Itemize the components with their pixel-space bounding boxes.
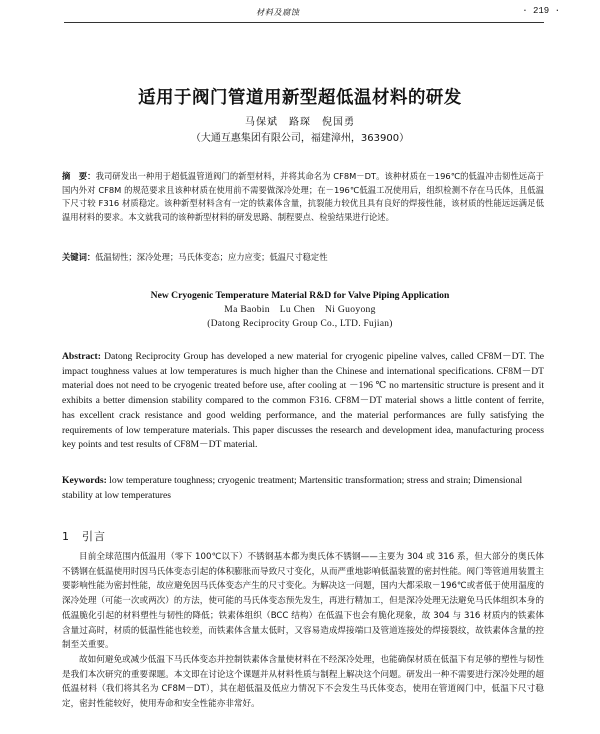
page-number: · 219 · bbox=[522, 6, 560, 16]
abstract-en-label: Abstract: bbox=[62, 351, 101, 362]
keywords-en bbox=[62, 474, 544, 503]
paper-title-cn: 适用于阀门管道用新型超低温材料的研发 bbox=[138, 88, 462, 108]
authors-cn: 马保斌 路琛 倪国勇 bbox=[245, 117, 355, 128]
journal-name: 材料及腐蚀 bbox=[256, 7, 300, 17]
running-header bbox=[0, 0, 600, 36]
introduction-body bbox=[62, 550, 544, 712]
abstract-cn-label: 摘 要： bbox=[62, 171, 96, 181]
abstract-cn-text: 我司研发出一种用于超低温管道阀门的新型材料，并将其命名为 CF8M－DT。该种材质在－196℃的低温冲击韧性远高于国内外对 CF8M 的规范要求且该种材质在使用前不需要做深冷处理；在－196℃低温工况使用后，组织检测不存在马氏体，且低温下尺寸较 F316 材质稳定。该种新型材料含有一定的铁素体含量，抗裂能力较优且具有良好的焊接性能，该材质的性能远远满足低温用材料的要求。本文就我司的该种新型材料的研发思路、制程要点、检验结果进行论述。 bbox=[62, 171, 544, 222]
keywords-en-label: Keywords: bbox=[62, 475, 107, 486]
affiliation-cn: （大通互惠集团有限公司，福建漳州，363900） bbox=[190, 133, 410, 144]
english-title-block bbox=[0, 289, 600, 331]
abstract-cn bbox=[62, 170, 544, 224]
keywords-cn-text: 低温韧性；深冷处理；马氏体变态；应力应变；低温尺寸稳定性 bbox=[95, 252, 328, 262]
abstract-en-text: Datong Reciprocity Group has developed a new material for cryogenic pipeline valves, called CF8M－DT. The impact toughness values at low temperatures is much higher than the Chinese and international specifications. CF8M－DT material does not need to be cryogenic treated before use, after cooling at －196 ℃ no martensitic structure is present and it exhibits a better dimension stability compared to the common F316. CF8M－DT material shows a little content of ferrite, has excellent crack resistance and good welding performance, and the material performances are fully satisfying the requirements of low temperature materials. This paper discusses the research and development idea, manufacturing process key points and test results of CF8M－DT material. bbox=[62, 351, 544, 451]
paper-title-en: New Cryogenic Temperature Material R&D for Valve Piping Application bbox=[150, 290, 450, 301]
abstract-en bbox=[62, 350, 544, 453]
header-rule bbox=[64, 22, 544, 23]
affiliation-en: (Datong Reciprocity Group Co., LTD. Fujian) bbox=[207, 319, 393, 329]
chinese-title-block bbox=[0, 86, 600, 146]
paragraph: 目前全球范围内低温用（零下 100℃以下）不锈钢基本都为奥氏体不锈钢——主要为 304 或 316 系，但大部分的奥氏体不锈钢在低温使用时因马氏体变态引起的体积膨胀而导致尺寸变化，从而严重地影响低温装置的密封性能。阀门等管道用装置主要影响性能为密封性能，故应避免因马氏体变态产生的尺寸变化。为解决这一问题，国内大都采取－196℃或者低于使用温度的深冷处理（可能一次或两次）的方法，使可能的马氏体变态预先发生，再进行精加工，但是深冷处理无法避免马氏体组织本身的低温脆化引起的材料塑性与韧性的降低；铁素体组织（BCC 结构）在低温下也会有脆化现象，故 304 与 316 材质内的铁素体含量过高时，材质的低温性能也较差，而铁素体含量太低时，又容易造成焊接端口及管道连接处的焊接裂纹，故铁素体含量的控制至关重要。 bbox=[62, 552, 544, 651]
section-heading-introduction: 1 引言 bbox=[62, 530, 106, 543]
paragraph: 故如何避免或减少低温下马氏体变态并控制铁素体含量使材料在不经深冷处理，也能确保材质在低温下有足够的塑性与韧性是我们本次研究的重要课题。本文即在讨论这个课题并从材料性质与制程上解决这个问题。研发出一种不需要进行深冷处理的超低温材料（我们将其名为 CF8M－DT），其在超低温及低应力情况下不会发生马氏体变态，使用在管道阀门中，低温下尺寸稳定，密封性能较好，使用寿命和安全性能亦非常好。 bbox=[62, 654, 544, 710]
authors-en: Ma Baobin Lu Chen Ni Guoyong bbox=[224, 304, 376, 315]
keywords-en-text: low temperature toughness; cryogenic treatment; Martensitic transformation; stress and strain; Dimensional stability at low temperatures bbox=[62, 475, 523, 501]
keywords-cn-label: 关键词： bbox=[62, 252, 96, 262]
keywords-cn bbox=[62, 251, 544, 264]
